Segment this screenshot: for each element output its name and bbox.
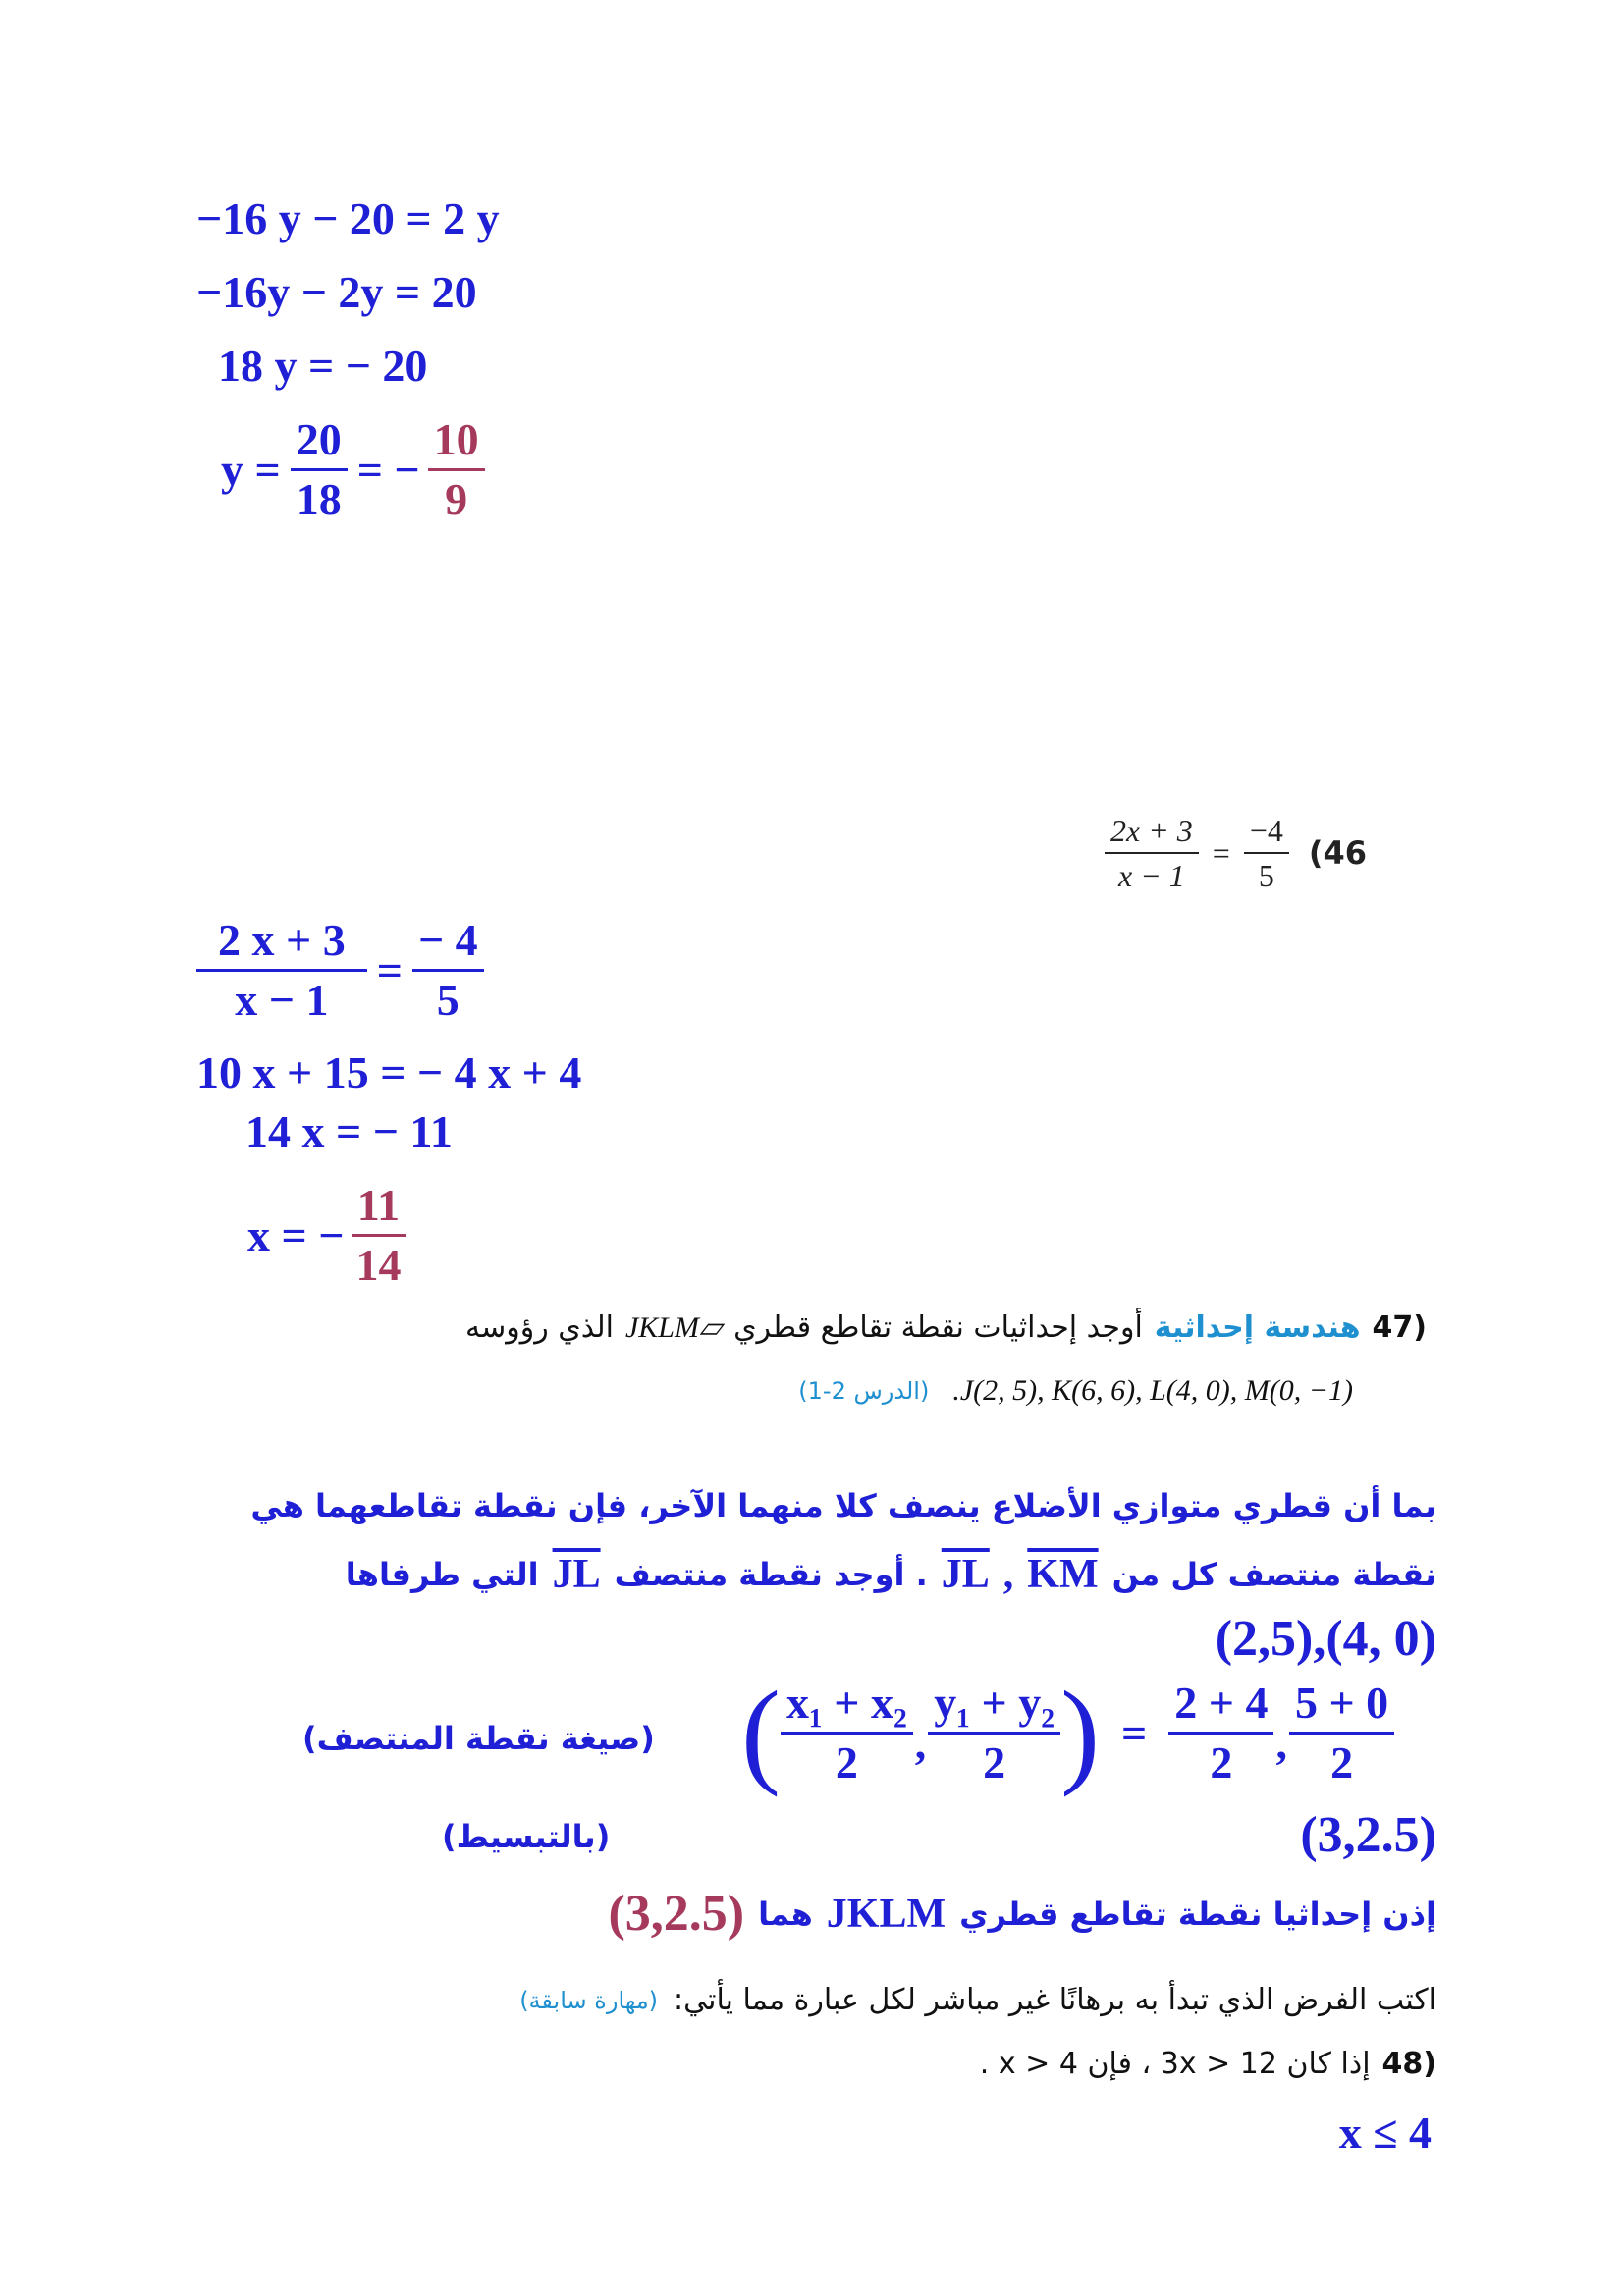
formula-eq: = (1121, 1707, 1148, 1758)
problem47-text: أوجد إحداثيات نقطة تقاطع قطري (733, 1310, 1143, 1345)
solution1-line3: 18 y = − 20 (218, 341, 428, 391)
solution1-fraction-2 (428, 414, 485, 524)
formula-y-fraction (928, 1677, 1060, 1788)
formula-right-paren: ) (1060, 1667, 1101, 1797)
problem47-line2 (798, 1374, 1353, 1408)
conclusion-shape: JKLM (826, 1891, 947, 1937)
problem46-fraction-2 (1244, 815, 1289, 891)
problem48-number: (48 (1381, 2047, 1436, 2081)
solution47-line2 (346, 1551, 1436, 1598)
solution1-line1: −16 y − 20 = 2 y (196, 193, 500, 243)
fraction-denominator: 2 (1330, 1736, 1354, 1788)
conclusion-text-1: إذن إحداثيا نقطة تقاطع قطري (959, 1895, 1436, 1933)
fraction-denominator: 2 (983, 1736, 1006, 1788)
problem48-text: إذا كان 3x > 12 ، فإن x > 4 . (979, 2047, 1371, 2081)
fraction-numerator: x₁ + x₂ (781, 1681, 913, 1735)
problem47-line1 (465, 1310, 1427, 1345)
fraction-denominator: x − 1 (1118, 858, 1185, 893)
solution1-line4 (221, 414, 485, 524)
solution47-text-3: التي طرفاها (345, 1556, 539, 1593)
problem47-topic: هندسة إحداثية (1154, 1310, 1361, 1345)
solution46-fraction-2 (412, 915, 484, 1025)
fraction-numerator: y₁ + y₂ (928, 1681, 1060, 1735)
solution47-text-2: . أوجد نقطة منتصف (614, 1556, 928, 1593)
problem47-lesson: (الدرس 2-1) (798, 1377, 930, 1405)
fraction-numerator: 5 + 0 (1289, 1681, 1394, 1735)
segment-jl-2: $\overline{JL}$ (552, 1552, 601, 1597)
value-x-fraction (1168, 1677, 1273, 1788)
value-y-fraction (1289, 1677, 1394, 1788)
solution1-line4-eq: = − (356, 444, 420, 495)
fraction-numerator: 20 (291, 417, 348, 471)
problem47-text-end: الذي رؤوسه (465, 1310, 614, 1345)
instruction-tag: (مهارة سابقة) (519, 1986, 659, 2014)
solution46-line3: 14 x = − 11 (245, 1106, 453, 1156)
formula-x-fraction (781, 1677, 913, 1788)
problem47-shape: JKLM▱ (624, 1311, 723, 1344)
solution47-result: (3,2.5) (1300, 1807, 1436, 1863)
simplify-label: (بالتبسيط) (442, 1818, 611, 1855)
solution46-eq: = (376, 944, 403, 995)
problem47-vertices: .J(2, 5), K(6, 6), L(4, 0), M(0, −1) (952, 1374, 1353, 1407)
fraction-numerator: 2 x + 3 (196, 918, 367, 972)
fraction-denominator: 5 (1258, 858, 1274, 893)
section-instruction (519, 1983, 1436, 2017)
fraction-denominator: x − 1 (235, 975, 329, 1025)
segment-jl: $\overline{JL}$ (941, 1552, 990, 1597)
fraction-numerator: − 4 (412, 918, 484, 972)
midpoint-formula (741, 1667, 1394, 1797)
solution47-conclusion (608, 1885, 1436, 1943)
segment-km: $\overline{KM}$ (1027, 1552, 1099, 1597)
solution1-fraction-1 (291, 414, 348, 524)
problem47-number: (47 (1372, 1310, 1427, 1345)
problem48 (980, 2047, 1436, 2081)
solution1-line4-lhs: y = (221, 444, 281, 495)
formula-label: (صيغة نقطة المنتصف) (302, 1720, 655, 1757)
fraction-numerator: 2 + 4 (1168, 1681, 1273, 1735)
fraction-denominator: 14 (355, 1240, 402, 1290)
fraction-numerator: 11 (352, 1183, 406, 1237)
problem48-answer: x ≤ 4 (1338, 2108, 1432, 2158)
formula-comma: , (914, 1717, 927, 1768)
solution47-text-1: نقطة منتصف كل من (1111, 1556, 1436, 1593)
solution46-line1 (196, 915, 484, 1025)
solution46-fraction-1 (196, 915, 367, 1025)
solution47-comma: , (1002, 1552, 1014, 1597)
fraction-denominator: 9 (445, 474, 468, 524)
conclusion-text-2: هما (758, 1895, 813, 1933)
instruction-text: اكتب الفرض الذي تبدأ به برهانًا غير مباشر لكل عبارة مما يأتي: (674, 1983, 1436, 2017)
fraction-denominator: 2 (835, 1736, 858, 1788)
fraction-numerator: −4 (1244, 815, 1289, 854)
fraction-numerator: 10 (428, 417, 485, 471)
solution47-points: (2,5),(4, 0) (1215, 1611, 1436, 1667)
conclusion-result: (3,2.5) (608, 1886, 745, 1942)
fraction-denominator: 2 (1210, 1736, 1233, 1788)
solution46-fraction-3 (350, 1180, 406, 1290)
value-comma: , (1275, 1717, 1287, 1768)
problem46 (1105, 815, 1367, 891)
fraction-denominator: 18 (296, 474, 342, 524)
solution46-line4 (247, 1180, 406, 1290)
fraction-numerator: 2x + 3 (1105, 815, 1199, 854)
solution46-line2: 10 x + 15 = − 4 x + 4 (196, 1047, 582, 1097)
solution47-line1: بما أن قطري متوازي الأضلاع ينصف كلا منهما الآخر، فإن نقطة تقاطعهما هي (250, 1487, 1436, 1524)
solution1-line2: −16y − 2y = 20 (196, 267, 477, 317)
fraction-denominator: 5 (436, 975, 460, 1025)
formula-left-paren: ( (741, 1667, 781, 1797)
problem46-eq: = (1212, 834, 1230, 871)
problem46-fraction-1 (1105, 815, 1199, 891)
problem46-number: (46 (1308, 834, 1368, 872)
solution46-line4-lhs: x = − (247, 1209, 345, 1260)
